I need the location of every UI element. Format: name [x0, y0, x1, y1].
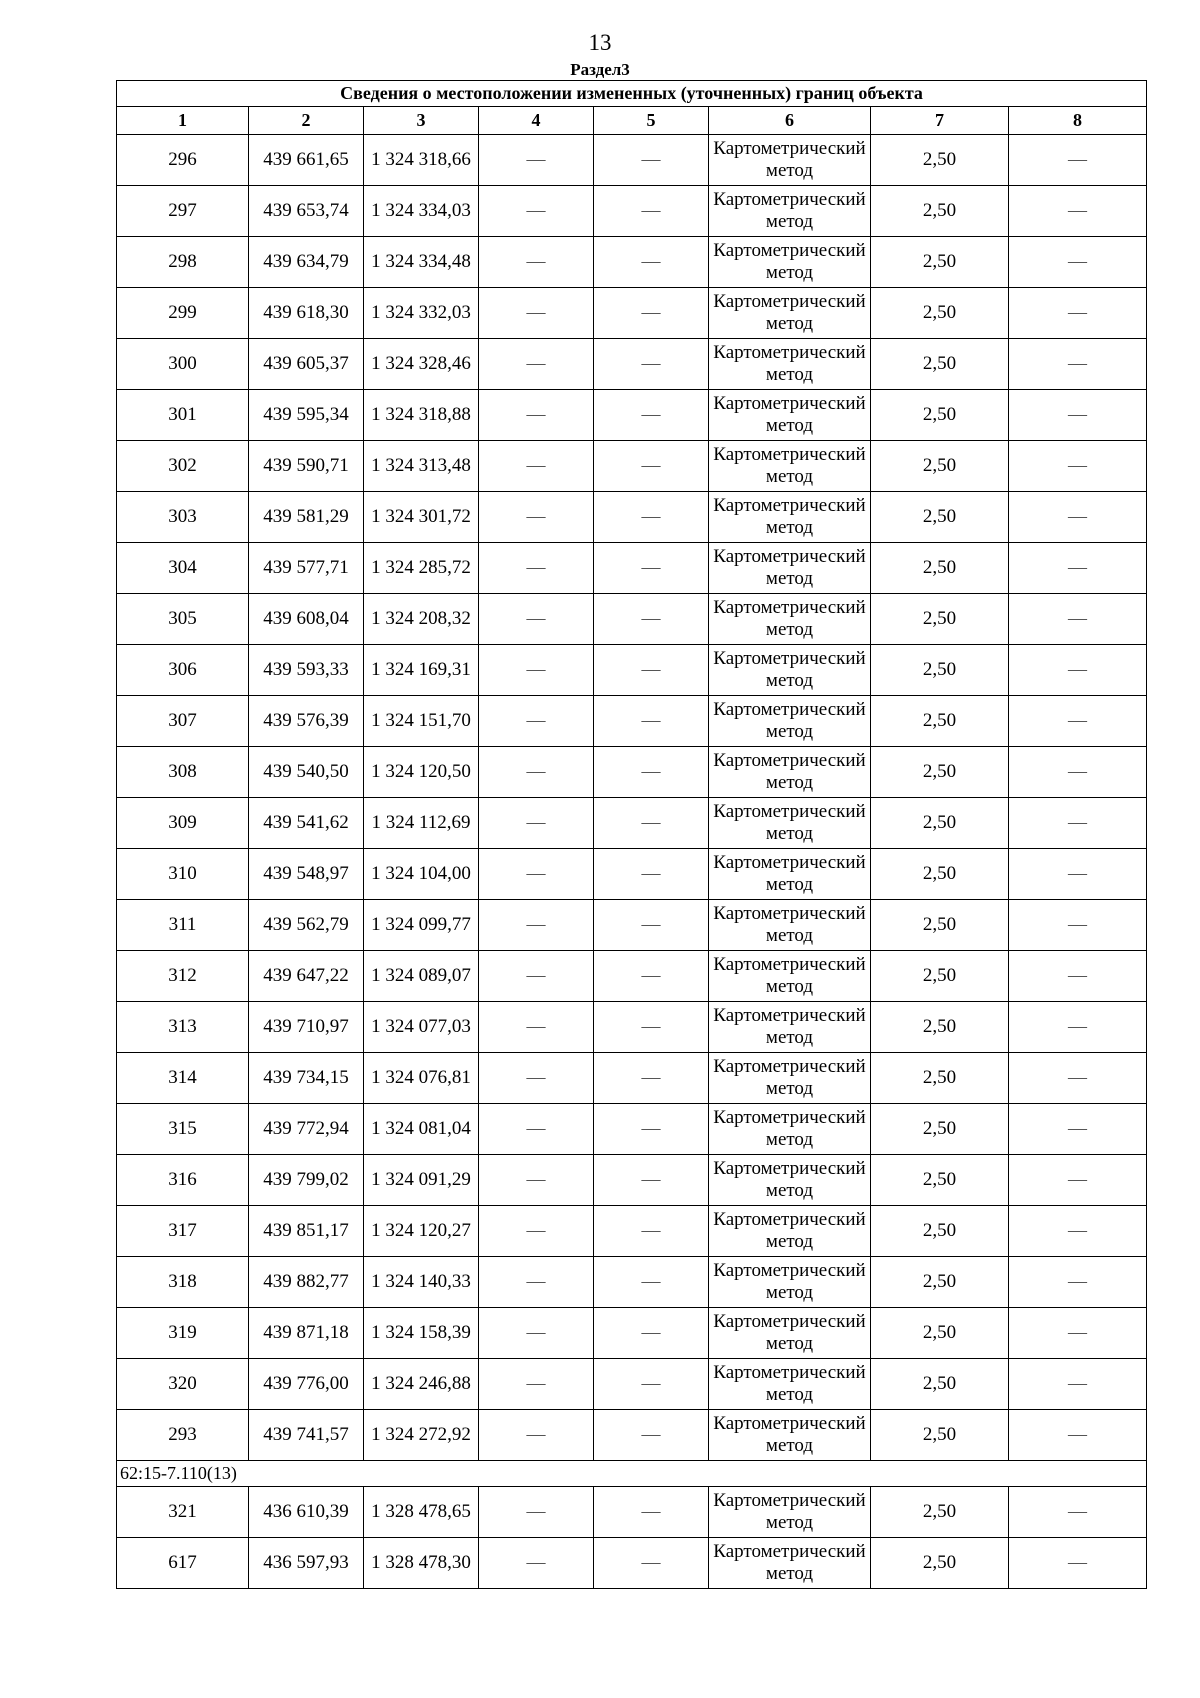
- y-coordinate-cell: 1 324 272,92: [364, 1410, 479, 1461]
- x-coordinate-cell: 439 653,74: [249, 186, 364, 237]
- empty-value-cell: —: [594, 849, 709, 900]
- parcel-label: 62:15-7.110(13): [117, 1461, 1147, 1487]
- empty-value-cell: —: [1009, 594, 1147, 645]
- method-cell: Картометрический метод: [709, 543, 871, 594]
- x-coordinate-cell: 439 595,34: [249, 390, 364, 441]
- table-row: [117, 288, 1147, 339]
- empty-value-cell: —: [479, 951, 594, 1002]
- accuracy-cell: 2,50: [871, 1410, 1009, 1461]
- empty-value-cell: —: [594, 441, 709, 492]
- point-number-cell: 321: [117, 1487, 249, 1538]
- x-coordinate-cell: 439 647,22: [249, 951, 364, 1002]
- x-coordinate-cell: 439 590,71: [249, 441, 364, 492]
- empty-value-cell: —: [1009, 951, 1147, 1002]
- y-coordinate-cell: 1 324 313,48: [364, 441, 479, 492]
- y-coordinate-cell: 1 324 285,72: [364, 543, 479, 594]
- point-number-cell: 318: [117, 1257, 249, 1308]
- y-coordinate-cell: 1 324 332,03: [364, 288, 479, 339]
- empty-value-cell: —: [1009, 1308, 1147, 1359]
- accuracy-cell: 2,50: [871, 696, 1009, 747]
- method-cell: Картометрический метод: [709, 1206, 871, 1257]
- accuracy-cell: 2,50: [871, 798, 1009, 849]
- empty-value-cell: —: [594, 798, 709, 849]
- x-coordinate-cell: 439 741,57: [249, 1410, 364, 1461]
- accuracy-cell: 2,50: [871, 1155, 1009, 1206]
- empty-value-cell: —: [594, 543, 709, 594]
- point-number-cell: 297: [117, 186, 249, 237]
- empty-value-cell: —: [1009, 543, 1147, 594]
- column-number: 6: [709, 107, 871, 135]
- empty-value-cell: —: [479, 594, 594, 645]
- y-coordinate-cell: 1 324 301,72: [364, 492, 479, 543]
- table-row: [117, 747, 1147, 798]
- y-coordinate-cell: 1 324 328,46: [364, 339, 479, 390]
- empty-value-cell: —: [479, 390, 594, 441]
- empty-value-cell: —: [1009, 186, 1147, 237]
- point-number-cell: 303: [117, 492, 249, 543]
- table-row: [117, 1487, 1147, 1538]
- table-row: [117, 1410, 1147, 1461]
- empty-value-cell: —: [594, 1053, 709, 1104]
- empty-value-cell: —: [1009, 645, 1147, 696]
- method-cell: Картометрический метод: [709, 747, 871, 798]
- empty-value-cell: —: [479, 900, 594, 951]
- accuracy-cell: 2,50: [871, 1104, 1009, 1155]
- y-coordinate-cell: 1 324 140,33: [364, 1257, 479, 1308]
- method-cell: Картометрический метод: [709, 186, 871, 237]
- method-cell: Картометрический метод: [709, 1359, 871, 1410]
- method-cell: Картометрический метод: [709, 1155, 871, 1206]
- accuracy-cell: 2,50: [871, 645, 1009, 696]
- accuracy-cell: 2,50: [871, 543, 1009, 594]
- method-cell: Картометрический метод: [709, 1538, 871, 1589]
- empty-value-cell: —: [594, 1206, 709, 1257]
- empty-value-cell: —: [1009, 288, 1147, 339]
- method-cell: Картометрический метод: [709, 237, 871, 288]
- x-coordinate-cell: 439 548,97: [249, 849, 364, 900]
- empty-value-cell: —: [1009, 1206, 1147, 1257]
- table-row: [117, 1002, 1147, 1053]
- y-coordinate-cell: 1 324 208,32: [364, 594, 479, 645]
- table-row: [117, 492, 1147, 543]
- x-coordinate-cell: 439 605,37: [249, 339, 364, 390]
- empty-value-cell: —: [594, 135, 709, 186]
- accuracy-cell: 2,50: [871, 1308, 1009, 1359]
- point-number-cell: 301: [117, 390, 249, 441]
- empty-value-cell: —: [479, 288, 594, 339]
- x-coordinate-cell: 439 608,04: [249, 594, 364, 645]
- accuracy-cell: 2,50: [871, 1487, 1009, 1538]
- empty-value-cell: —: [479, 645, 594, 696]
- empty-value-cell: —: [479, 441, 594, 492]
- accuracy-cell: 2,50: [871, 186, 1009, 237]
- point-number-cell: 299: [117, 288, 249, 339]
- column-number: 7: [871, 107, 1009, 135]
- empty-value-cell: —: [1009, 747, 1147, 798]
- y-coordinate-cell: 1 324 120,27: [364, 1206, 479, 1257]
- table-row: [117, 1257, 1147, 1308]
- y-coordinate-cell: 1 324 169,31: [364, 645, 479, 696]
- table-row: [117, 951, 1147, 1002]
- empty-value-cell: —: [594, 1002, 709, 1053]
- x-coordinate-cell: 439 541,62: [249, 798, 364, 849]
- method-cell: Картометрический метод: [709, 390, 871, 441]
- method-cell: Картометрический метод: [709, 492, 871, 543]
- empty-value-cell: —: [479, 1487, 594, 1538]
- point-number-cell: 319: [117, 1308, 249, 1359]
- accuracy-cell: 2,50: [871, 900, 1009, 951]
- empty-value-cell: —: [594, 900, 709, 951]
- method-cell: Картометрический метод: [709, 594, 871, 645]
- table-row: [117, 237, 1147, 288]
- point-number-cell: 305: [117, 594, 249, 645]
- y-coordinate-cell: 1 324 089,07: [364, 951, 479, 1002]
- method-cell: Картометрический метод: [709, 849, 871, 900]
- y-coordinate-cell: 1 324 334,03: [364, 186, 479, 237]
- y-coordinate-cell: 1 324 112,69: [364, 798, 479, 849]
- accuracy-cell: 2,50: [871, 951, 1009, 1002]
- x-coordinate-cell: 439 661,65: [249, 135, 364, 186]
- x-coordinate-cell: 439 540,50: [249, 747, 364, 798]
- empty-value-cell: —: [1009, 237, 1147, 288]
- x-coordinate-cell: 439 618,30: [249, 288, 364, 339]
- empty-value-cell: —: [479, 798, 594, 849]
- empty-value-cell: —: [1009, 849, 1147, 900]
- empty-value-cell: —: [594, 186, 709, 237]
- point-number-cell: 314: [117, 1053, 249, 1104]
- y-coordinate-cell: 1 324 099,77: [364, 900, 479, 951]
- point-number-cell: 311: [117, 900, 249, 951]
- table-row: [117, 696, 1147, 747]
- empty-value-cell: —: [594, 1487, 709, 1538]
- point-number-cell: 316: [117, 1155, 249, 1206]
- x-coordinate-cell: 439 593,33: [249, 645, 364, 696]
- x-coordinate-cell: 439 581,29: [249, 492, 364, 543]
- x-coordinate-cell: 439 634,79: [249, 237, 364, 288]
- method-cell: Картометрический метод: [709, 1002, 871, 1053]
- empty-value-cell: —: [594, 1155, 709, 1206]
- point-number-cell: 306: [117, 645, 249, 696]
- column-number: 2: [249, 107, 364, 135]
- empty-value-cell: —: [479, 186, 594, 237]
- method-cell: Картометрический метод: [709, 1053, 871, 1104]
- empty-value-cell: —: [594, 696, 709, 747]
- method-cell: Картометрический метод: [709, 1410, 871, 1461]
- x-coordinate-cell: 439 871,18: [249, 1308, 364, 1359]
- table-row: [117, 594, 1147, 645]
- empty-value-cell: —: [1009, 1104, 1147, 1155]
- empty-value-cell: —: [1009, 900, 1147, 951]
- empty-value-cell: —: [1009, 1053, 1147, 1104]
- empty-value-cell: —: [479, 1538, 594, 1589]
- x-coordinate-cell: 439 772,94: [249, 1104, 364, 1155]
- accuracy-cell: 2,50: [871, 492, 1009, 543]
- point-number-cell: 317: [117, 1206, 249, 1257]
- accuracy-cell: 2,50: [871, 1257, 1009, 1308]
- empty-value-cell: —: [594, 594, 709, 645]
- empty-value-cell: —: [479, 1155, 594, 1206]
- point-number-cell: 304: [117, 543, 249, 594]
- empty-value-cell: —: [1009, 135, 1147, 186]
- empty-value-cell: —: [1009, 696, 1147, 747]
- empty-value-cell: —: [1009, 1155, 1147, 1206]
- y-coordinate-cell: 1 324 076,81: [364, 1053, 479, 1104]
- empty-value-cell: —: [479, 1053, 594, 1104]
- x-coordinate-cell: 439 576,39: [249, 696, 364, 747]
- method-cell: Картометрический метод: [709, 645, 871, 696]
- empty-value-cell: —: [594, 1410, 709, 1461]
- method-cell: Картометрический метод: [709, 798, 871, 849]
- empty-value-cell: —: [594, 1104, 709, 1155]
- column-number: 4: [479, 107, 594, 135]
- section-title: Раздел3: [570, 60, 630, 79]
- empty-value-cell: —: [1009, 1257, 1147, 1308]
- column-number: 1: [117, 107, 249, 135]
- point-number-cell: 617: [117, 1538, 249, 1589]
- accuracy-cell: 2,50: [871, 441, 1009, 492]
- table-row: [117, 543, 1147, 594]
- accuracy-cell: 2,50: [871, 747, 1009, 798]
- empty-value-cell: —: [1009, 1538, 1147, 1589]
- point-number-cell: 302: [117, 441, 249, 492]
- column-number-row: [117, 107, 1147, 135]
- y-coordinate-cell: 1 324 158,39: [364, 1308, 479, 1359]
- method-cell: Картометрический метод: [709, 1487, 871, 1538]
- accuracy-cell: 2,50: [871, 1538, 1009, 1589]
- empty-value-cell: —: [594, 390, 709, 441]
- method-cell: Картометрический метод: [709, 288, 871, 339]
- accuracy-cell: 2,50: [871, 237, 1009, 288]
- x-coordinate-cell: 439 799,02: [249, 1155, 364, 1206]
- table-row: [117, 135, 1147, 186]
- empty-value-cell: —: [479, 339, 594, 390]
- point-number-cell: 293: [117, 1410, 249, 1461]
- point-number-cell: 296: [117, 135, 249, 186]
- y-coordinate-cell: 1 324 334,48: [364, 237, 479, 288]
- column-number: 8: [1009, 107, 1147, 135]
- empty-value-cell: —: [1009, 339, 1147, 390]
- empty-value-cell: —: [1009, 390, 1147, 441]
- x-coordinate-cell: 439 776,00: [249, 1359, 364, 1410]
- empty-value-cell: —: [479, 492, 594, 543]
- point-number-cell: 300: [117, 339, 249, 390]
- empty-value-cell: —: [479, 747, 594, 798]
- method-cell: Картометрический метод: [709, 1308, 871, 1359]
- table-row: [117, 1155, 1147, 1206]
- empty-value-cell: —: [594, 1257, 709, 1308]
- y-coordinate-cell: 1 328 478,65: [364, 1487, 479, 1538]
- point-number-cell: 315: [117, 1104, 249, 1155]
- point-number-cell: 307: [117, 696, 249, 747]
- table-row: [117, 1053, 1147, 1104]
- accuracy-cell: 2,50: [871, 1053, 1009, 1104]
- empty-value-cell: —: [479, 237, 594, 288]
- method-cell: Картометрический метод: [709, 1104, 871, 1155]
- empty-value-cell: —: [594, 747, 709, 798]
- table-row: [117, 900, 1147, 951]
- empty-value-cell: —: [594, 645, 709, 696]
- empty-value-cell: —: [479, 543, 594, 594]
- point-number-cell: 310: [117, 849, 249, 900]
- table-row: [117, 441, 1147, 492]
- accuracy-cell: 2,50: [871, 1002, 1009, 1053]
- table-row: [117, 1359, 1147, 1410]
- y-coordinate-cell: 1 324 104,00: [364, 849, 479, 900]
- table-row: [117, 1308, 1147, 1359]
- table-row: [117, 645, 1147, 696]
- table-row: [117, 1538, 1147, 1589]
- empty-value-cell: —: [594, 1538, 709, 1589]
- empty-value-cell: —: [479, 1308, 594, 1359]
- page-number: 13: [588, 30, 612, 55]
- accuracy-cell: 2,50: [871, 594, 1009, 645]
- x-coordinate-cell: 439 577,71: [249, 543, 364, 594]
- y-coordinate-cell: 1 324 318,88: [364, 390, 479, 441]
- method-cell: Картометрический метод: [709, 900, 871, 951]
- accuracy-cell: 2,50: [871, 339, 1009, 390]
- point-number-cell: 320: [117, 1359, 249, 1410]
- x-coordinate-cell: 436 597,93: [249, 1538, 364, 1589]
- boundary-coordinates-table: [116, 80, 1147, 1589]
- point-number-cell: 312: [117, 951, 249, 1002]
- x-coordinate-cell: 439 851,17: [249, 1206, 364, 1257]
- method-cell: Картометрический метод: [709, 135, 871, 186]
- table-caption: Сведения о местоположении измененных (уточненных) границ объекта: [117, 81, 1147, 107]
- empty-value-cell: —: [479, 849, 594, 900]
- table-row: [117, 1104, 1147, 1155]
- method-cell: Картометрический метод: [709, 441, 871, 492]
- accuracy-cell: 2,50: [871, 390, 1009, 441]
- accuracy-cell: 2,50: [871, 1359, 1009, 1410]
- x-coordinate-cell: 436 610,39: [249, 1487, 364, 1538]
- column-number: 5: [594, 107, 709, 135]
- y-coordinate-cell: 1 324 077,03: [364, 1002, 479, 1053]
- empty-value-cell: —: [1009, 1487, 1147, 1538]
- empty-value-cell: —: [479, 696, 594, 747]
- method-cell: Картометрический метод: [709, 339, 871, 390]
- empty-value-cell: —: [594, 1359, 709, 1410]
- empty-value-cell: —: [594, 1308, 709, 1359]
- accuracy-cell: 2,50: [871, 135, 1009, 186]
- x-coordinate-cell: 439 882,77: [249, 1257, 364, 1308]
- accuracy-cell: 2,50: [871, 288, 1009, 339]
- y-coordinate-cell: 1 324 246,88: [364, 1359, 479, 1410]
- empty-value-cell: —: [479, 1257, 594, 1308]
- empty-value-cell: —: [594, 951, 709, 1002]
- empty-value-cell: —: [1009, 441, 1147, 492]
- table-row: [117, 186, 1147, 237]
- method-cell: Картометрический метод: [709, 951, 871, 1002]
- empty-value-cell: —: [1009, 798, 1147, 849]
- empty-value-cell: —: [1009, 1410, 1147, 1461]
- empty-value-cell: —: [594, 339, 709, 390]
- method-cell: Картометрический метод: [709, 696, 871, 747]
- empty-value-cell: —: [1009, 1359, 1147, 1410]
- point-number-cell: 308: [117, 747, 249, 798]
- y-coordinate-cell: 1 324 081,04: [364, 1104, 479, 1155]
- y-coordinate-cell: 1 324 120,50: [364, 747, 479, 798]
- point-number-cell: 298: [117, 237, 249, 288]
- table-row: [117, 1206, 1147, 1257]
- empty-value-cell: —: [594, 492, 709, 543]
- y-coordinate-cell: 1 324 318,66: [364, 135, 479, 186]
- empty-value-cell: —: [479, 1206, 594, 1257]
- empty-value-cell: —: [1009, 492, 1147, 543]
- empty-value-cell: —: [479, 1359, 594, 1410]
- empty-value-cell: —: [479, 1002, 594, 1053]
- parcel-label-row: [117, 1461, 1147, 1487]
- column-number: 3: [364, 107, 479, 135]
- table-body: [117, 135, 1147, 1589]
- empty-value-cell: —: [479, 1410, 594, 1461]
- x-coordinate-cell: 439 734,15: [249, 1053, 364, 1104]
- empty-value-cell: —: [594, 288, 709, 339]
- accuracy-cell: 2,50: [871, 849, 1009, 900]
- accuracy-cell: 2,50: [871, 1206, 1009, 1257]
- x-coordinate-cell: 439 562,79: [249, 900, 364, 951]
- empty-value-cell: —: [1009, 1002, 1147, 1053]
- point-number-cell: 309: [117, 798, 249, 849]
- point-number-cell: 313: [117, 1002, 249, 1053]
- x-coordinate-cell: 439 710,97: [249, 1002, 364, 1053]
- table-row: [117, 339, 1147, 390]
- table-row: [117, 798, 1147, 849]
- table-row: [117, 390, 1147, 441]
- empty-value-cell: —: [594, 237, 709, 288]
- empty-value-cell: —: [479, 135, 594, 186]
- y-coordinate-cell: 1 328 478,30: [364, 1538, 479, 1589]
- y-coordinate-cell: 1 324 091,29: [364, 1155, 479, 1206]
- method-cell: Картометрический метод: [709, 1257, 871, 1308]
- empty-value-cell: —: [479, 1104, 594, 1155]
- table-row: [117, 849, 1147, 900]
- y-coordinate-cell: 1 324 151,70: [364, 696, 479, 747]
